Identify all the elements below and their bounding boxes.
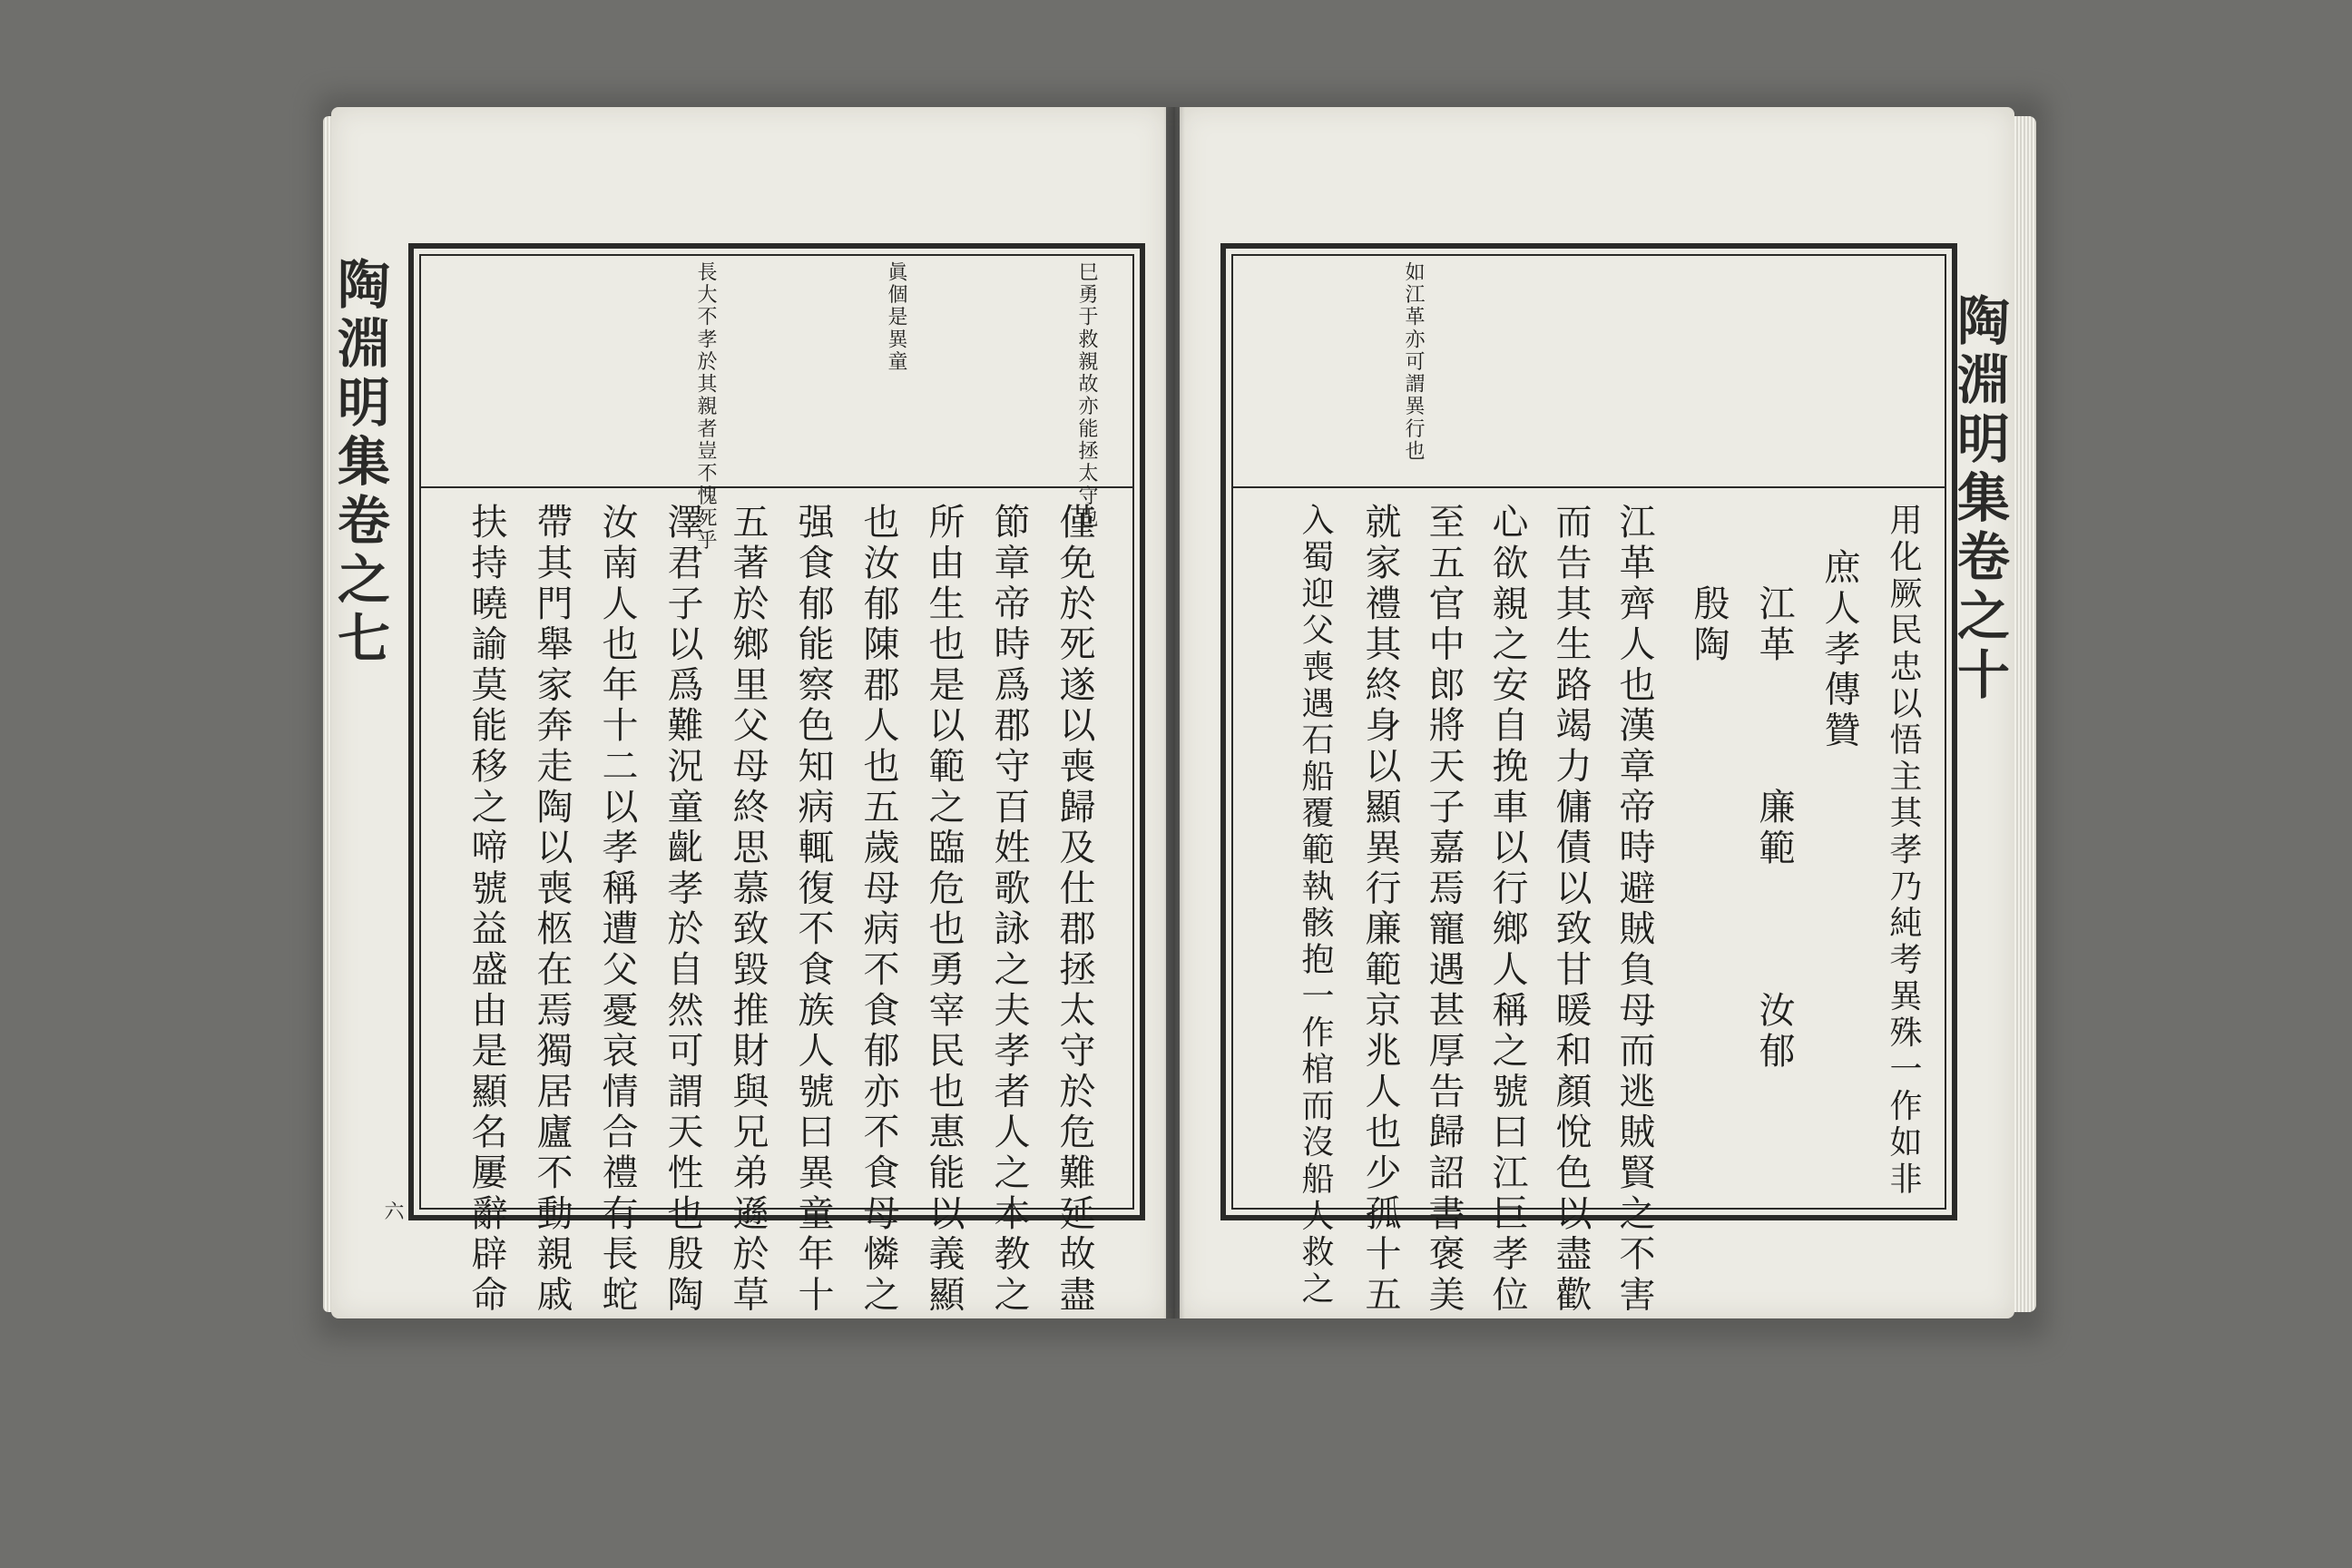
left-text-frame	[408, 243, 1145, 1316]
left-col-9: 帶其門舉家奔走陶以喪柩在焉獨居廬不動親戚	[531, 503, 573, 1316]
left-col-2: 節章帝時爲郡守百姓歌詠之夫孝者人之本教之	[988, 503, 1030, 1316]
right-col-4: 殷陶	[1688, 584, 1730, 666]
right-col-8: 至五官中郎將天子嘉焉寵遇甚厚告歸詔書褒美	[1423, 503, 1465, 1316]
left-page	[328, 107, 1166, 1318]
left-col-6: 五著於鄉里父母終思慕致毀推財與兄弟遜於草	[727, 503, 769, 1316]
right-col-1: 用化厥民忠以悟主其孝乃純考異殊一作如非	[1885, 503, 1922, 1199]
book-gutter	[1163, 107, 1185, 1318]
left-note-2: 眞個是異童	[885, 261, 907, 374]
right-col-9: 就家禮其終身以顯異行廉範京兆人也少孤十五	[1359, 503, 1401, 1316]
left-note-1: 巳勇于救親故亦能拯太守也	[1075, 261, 1098, 530]
right-col-6: 而告其生路竭力傭債以致甘暖和顏悅色以盡歡	[1550, 503, 1592, 1316]
right-note: 如江革亦可謂異行也	[1402, 261, 1425, 463]
left-folio: 六	[381, 1200, 404, 1223]
right-col-2: 庶人孝傳贊	[1818, 548, 1860, 751]
left-note-3: 長大不孝於其親者豈不愧死乎	[694, 261, 717, 553]
left-col-5: 强食郁能察色知病輒復不食族人號曰異童年十	[792, 503, 834, 1316]
right-col-7: 心欲親之安自挽車以行鄉人稱之號曰江巨孝位	[1486, 503, 1528, 1316]
right-col-5: 江革齊人也漢章帝時避賊負母而逃賊賢之不害	[1613, 503, 1655, 1316]
right-col-10: 入蜀迎父喪遇石船覆範執骸抱一作棺而沒船人救之	[1297, 503, 1334, 1308]
left-col-10: 扶持曉諭莫能移之啼號益盛由是顯名屢辭辟命	[466, 503, 507, 1316]
left-col-7: 澤君子以爲難況童齔孝於自然可謂天性也殷陶	[662, 503, 703, 1316]
right-divider	[1233, 486, 1945, 488]
left-col-4: 也汝郁陳郡人也五歲母病不食郁亦不食母憐之	[858, 503, 899, 1316]
right-text-frame	[1220, 243, 1957, 1316]
right-page	[1180, 107, 2014, 1318]
right-margin-title: 陶淵明集卷之十	[1948, 293, 2010, 706]
left-divider	[421, 486, 1132, 488]
left-col-3: 所由生也是以範之臨危也勇宰民也惠能以義顯	[923, 503, 965, 1316]
left-col-1: 僅免於死遂以喪歸及仕郡拯太守於危難延故盡	[1054, 503, 1095, 1316]
left-col-8: 汝南人也年十二以孝稱遭父憂哀情合禮有長蛇	[596, 503, 638, 1316]
left-margin-title: 陶淵明集卷之七	[328, 257, 390, 670]
right-col-3: 江革 廉範 汝郁	[1753, 584, 1795, 1073]
